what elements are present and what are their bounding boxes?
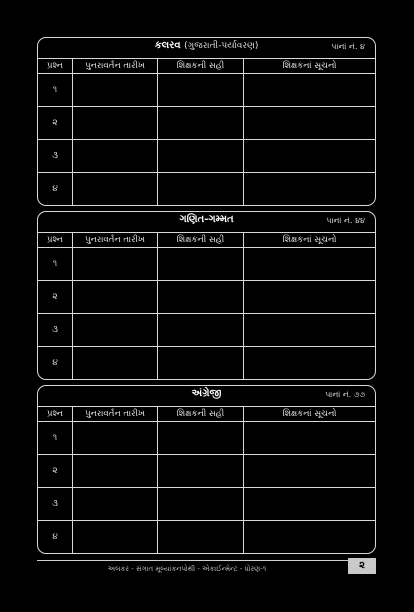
table-row [38,422,375,455]
col-header-teacher-remarks: શિક્ષકનાં સૂચનો [244,59,376,74]
col-header-teacher-signature: શિક્ષકની સહી [158,407,244,422]
revision-date-cell[interactable] [73,488,158,521]
signature-cell[interactable] [158,173,244,206]
signature-cell[interactable] [158,248,244,281]
revision-date-cell[interactable] [73,521,158,554]
page-reference: પાનાં નં. ૪ [331,42,365,51]
table-row [38,74,375,107]
table-row [38,455,375,488]
header-row [38,233,375,248]
col-header-revision-date: પુનરાવર્તન તારીખ [73,407,158,422]
signature-cell[interactable] [158,281,244,314]
row-number: ૨ [38,455,73,488]
signature-cell[interactable] [158,347,244,380]
revision-table [38,407,375,553]
table-row [38,488,375,521]
col-header-revision-date: પુનરાવર્તન તારીખ [73,59,158,74]
section-ganit-gammat [37,211,376,380]
remarks-cell[interactable] [244,422,376,455]
revision-date-cell[interactable] [73,173,158,206]
remarks-cell[interactable] [244,347,376,380]
row-number: ૩ [38,488,73,521]
col-header-teacher-signature: શિક્ષકની સહી [158,233,244,248]
table-row [38,248,375,281]
section-angreji [37,385,376,554]
col-header-revision-date: પુનરાવર્તન તારીખ [73,233,158,248]
section-header [38,38,375,59]
remarks-cell[interactable] [244,107,376,140]
revision-date-cell[interactable] [73,422,158,455]
section-title: ગણિત-ગમ્મત [179,214,234,225]
row-number: ૪ [38,347,73,380]
col-header-teacher-signature: શિક્ષકની સહી [158,59,244,74]
revision-date-cell[interactable] [73,347,158,380]
row-number: ૧ [38,422,73,455]
section-header [38,212,375,233]
header-row [38,407,375,422]
row-number: ૧ [38,248,73,281]
signature-cell[interactable] [158,74,244,107]
remarks-cell[interactable] [244,74,376,107]
table-row [38,140,375,173]
section-title: કલરવ (ગુજરાતી-પર્યાવરણ) [154,40,259,51]
col-header-question: પ્રશ્ન [38,59,73,74]
row-number: ૨ [38,107,73,140]
col-header-teacher-remarks: શિક્ષકનાં સૂચનો [244,407,376,422]
signature-cell[interactable] [158,455,244,488]
row-number: ૩ [38,314,73,347]
remarks-cell[interactable] [244,488,376,521]
revision-date-cell[interactable] [73,140,158,173]
table-row [38,173,375,206]
col-header-teacher-remarks: શિક્ષકનાં સૂચનો [244,233,376,248]
revision-date-cell[interactable] [73,248,158,281]
page-reference: પાનાં નં. ૭૭ [325,390,365,399]
remarks-cell[interactable] [244,248,376,281]
signature-cell[interactable] [158,422,244,455]
section-header [38,386,375,407]
remarks-cell[interactable] [244,455,376,488]
col-header-question: પ્રશ્ન [38,233,73,248]
footer-divider [37,560,376,561]
table-row [38,314,375,347]
revision-date-cell[interactable] [73,455,158,488]
signature-cell[interactable] [158,488,244,521]
row-number: ૪ [38,173,73,206]
table-row [38,347,375,380]
signature-cell[interactable] [158,521,244,554]
signature-cell[interactable] [158,107,244,140]
section-title: અંગ્રેજી [191,388,222,399]
table-row [38,107,375,140]
footer-text: અલકર - સંગાત મૂલ્યાંકનપોથી - એકાઈન્મેન્ટ - ધોરણ-૧ [107,565,267,573]
remarks-cell[interactable] [244,521,376,554]
row-number: ૩ [38,140,73,173]
signature-cell[interactable] [158,314,244,347]
row-number: ૨ [38,281,73,314]
remarks-cell[interactable] [244,281,376,314]
revision-date-cell[interactable] [73,314,158,347]
revision-date-cell[interactable] [73,281,158,314]
row-number: ૪ [38,521,73,554]
header-row [38,59,375,74]
revision-table [38,59,375,205]
section-kalarav [37,37,376,206]
remarks-cell[interactable] [244,140,376,173]
page-reference: પાનાં નં. ૪૪ [326,216,365,225]
col-header-question: પ્રશ્ન [38,407,73,422]
table-row [38,281,375,314]
revision-table [38,233,375,379]
signature-cell[interactable] [158,140,244,173]
table-row [38,521,375,554]
revision-date-cell[interactable] [73,107,158,140]
row-number: ૧ [38,74,73,107]
page-number-badge: ૨ [348,558,376,574]
revision-date-cell[interactable] [73,74,158,107]
remarks-cell[interactable] [244,314,376,347]
remarks-cell[interactable] [244,173,376,206]
